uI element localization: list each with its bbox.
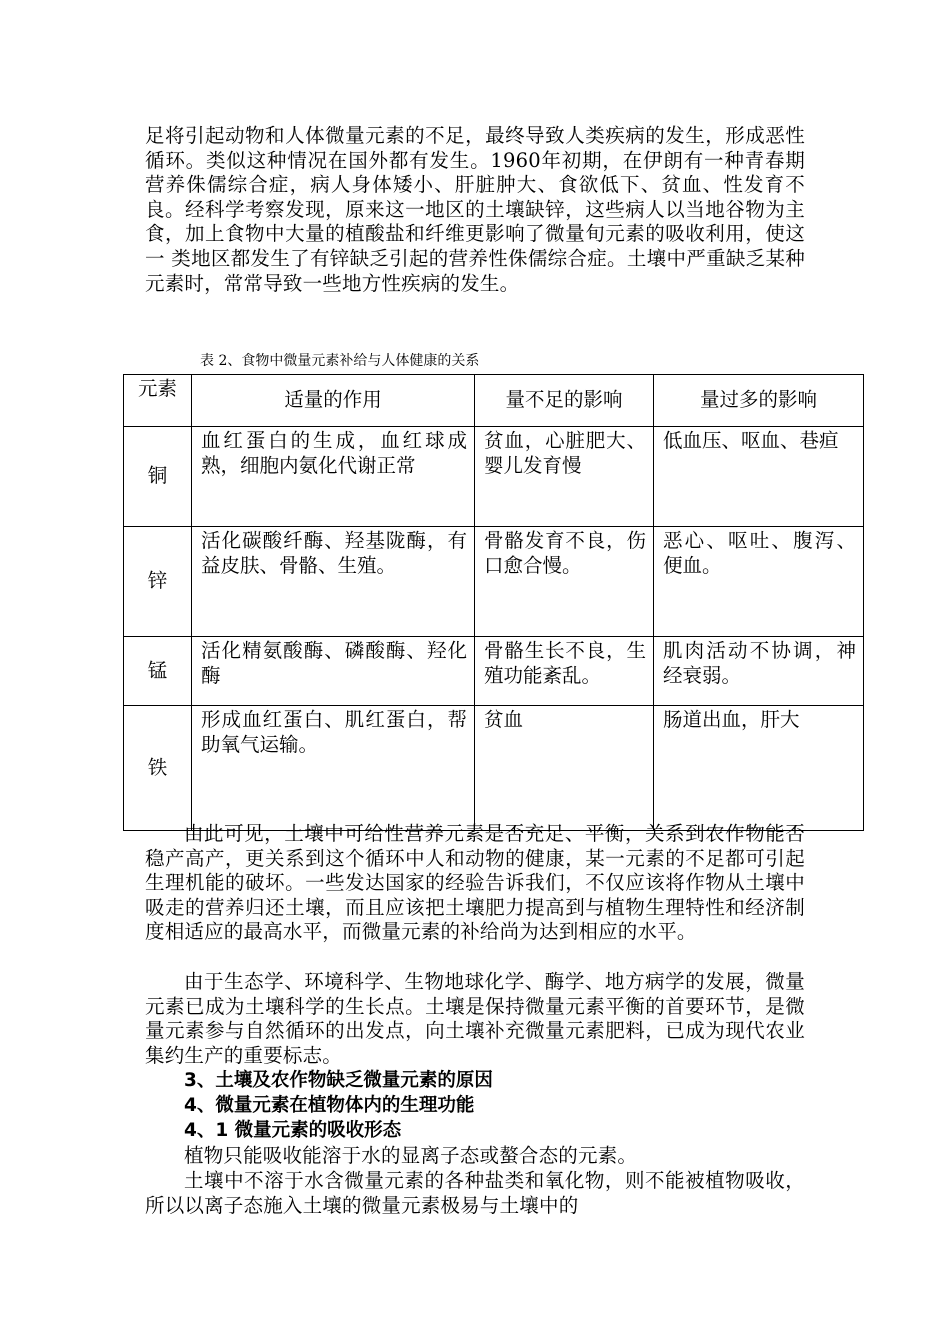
table-header-row: [124, 375, 864, 427]
trace-element-table: [123, 374, 864, 831]
excess-cell: 肠道出血，肝大: [654, 706, 864, 831]
excess-cell: 恶心、呕吐、腹泻、便血。: [654, 527, 864, 637]
proper-effect-cell: 血红蛋白的生成，血红球成熟，细胞内氨化代谢正常: [192, 427, 475, 527]
section-heading-3: 3、土壤及农作物缺乏微量元素的原因: [184, 1070, 493, 1091]
excess-cell: 低血压、呕血、巷疸: [654, 427, 864, 527]
element-name: 锌: [124, 527, 192, 637]
header-element: 元素: [124, 375, 192, 427]
development-paragraph: 由于生态学、环境科学、生物地球化学、酶学、地方病学的发展，微量元素已成为土壤科学的生长点。土壤是保持微量元素平衡的首要环节，是微量元素参与自然循环的出发点，向土壤补充微量元素肥料，已成为现代农业集约生产的重要标志。: [145, 970, 805, 1067]
deficiency-cell: 骨骼发育不良，伤口愈合慢。: [475, 527, 654, 637]
soil-paragraph: 土壤中不溶于水含微量元素的各种盐类和氧化物，则不能被植物吸收，所以以离子态施入土壤的微量元素极易与土壤中的: [145, 1169, 805, 1217]
table-row: [124, 527, 864, 637]
table-row: [124, 427, 864, 527]
section-heading-4-1: 4、1 微量元素的吸收形态: [184, 1120, 402, 1141]
element-name: 铜: [124, 427, 192, 527]
absorption-paragraph: 植物只能吸收能溶于水的显离子态或螯合态的元素。: [184, 1144, 638, 1167]
proper-effect-cell: 形成血红蛋白、肌红蛋白，帮助氧气运输。: [192, 706, 475, 831]
table-row: [124, 706, 864, 831]
deficiency-cell: 贫血，心脏肥大、婴儿发育慢: [475, 427, 654, 527]
header-excess-effect: 量过多的影响: [654, 375, 864, 427]
element-name: 铁: [124, 706, 192, 831]
header-proper-effect: 适量的作用: [192, 375, 475, 427]
excess-cell: 肌肉活动不协调，神经衰弱。: [654, 637, 864, 706]
element-name: 锰: [124, 637, 192, 706]
proper-effect-cell: 活化精氨酸酶、磷酸酶、羟化酶: [192, 637, 475, 706]
section-heading-4: 4、微量元素在植物体内的生理功能: [184, 1095, 475, 1116]
table-caption: 表 2、食物中微量元素补给与人体健康的关系: [200, 353, 480, 369]
header-deficiency-effect: 量不足的影响: [475, 375, 654, 427]
proper-effect-cell: 活化碳酸纤酶、羟基陇酶，有益皮肤、骨骼、生殖。: [192, 527, 475, 637]
table-row: [124, 637, 864, 706]
deficiency-cell: 贫血: [475, 706, 654, 831]
intro-paragraph: 足将引起动物和人体微量元素的不足，最终导致人类疾病的发生，形成恶性循环。类似这种情况在国外都有发生。1960年初期，在伊朗有一种青春期营养侏儒综合症，病人身体矮小、肝脏肿大、食欲低下、贫血、性发育不良。经科学考察发现，原来这一地区的土壤缺锌，这些病人以当地谷物为主食，加上食物中大量的植酸盐和纤维更影响了微量旬元素的吸收利用，使这一 类地区都发生了有锌缺乏引起的营养性侏儒综合症。土壤中严重缺乏某种元素时，常常导致一些地方性疾病的发生。: [145, 124, 805, 295]
deficiency-cell: 骨骼生长不良，生殖功能紊乱。: [475, 637, 654, 706]
conclusion-paragraph: 由此可见，土壤中可给性营养元素是否充足、平衡，关系到农作物能否稳产高产，更关系到这个循环中人和动物的健康，某一元素的不足都可引起生理机能的破坏。一些发达国家的经验告诉我们，不仅应该将作物从土壤中吸走的营养归还土壤，而且应该把土壤肥力提高到与植物生理特性和经济制度相适应的最高水平，而微量元素的补给尚为达到相应的水平。: [145, 822, 805, 944]
